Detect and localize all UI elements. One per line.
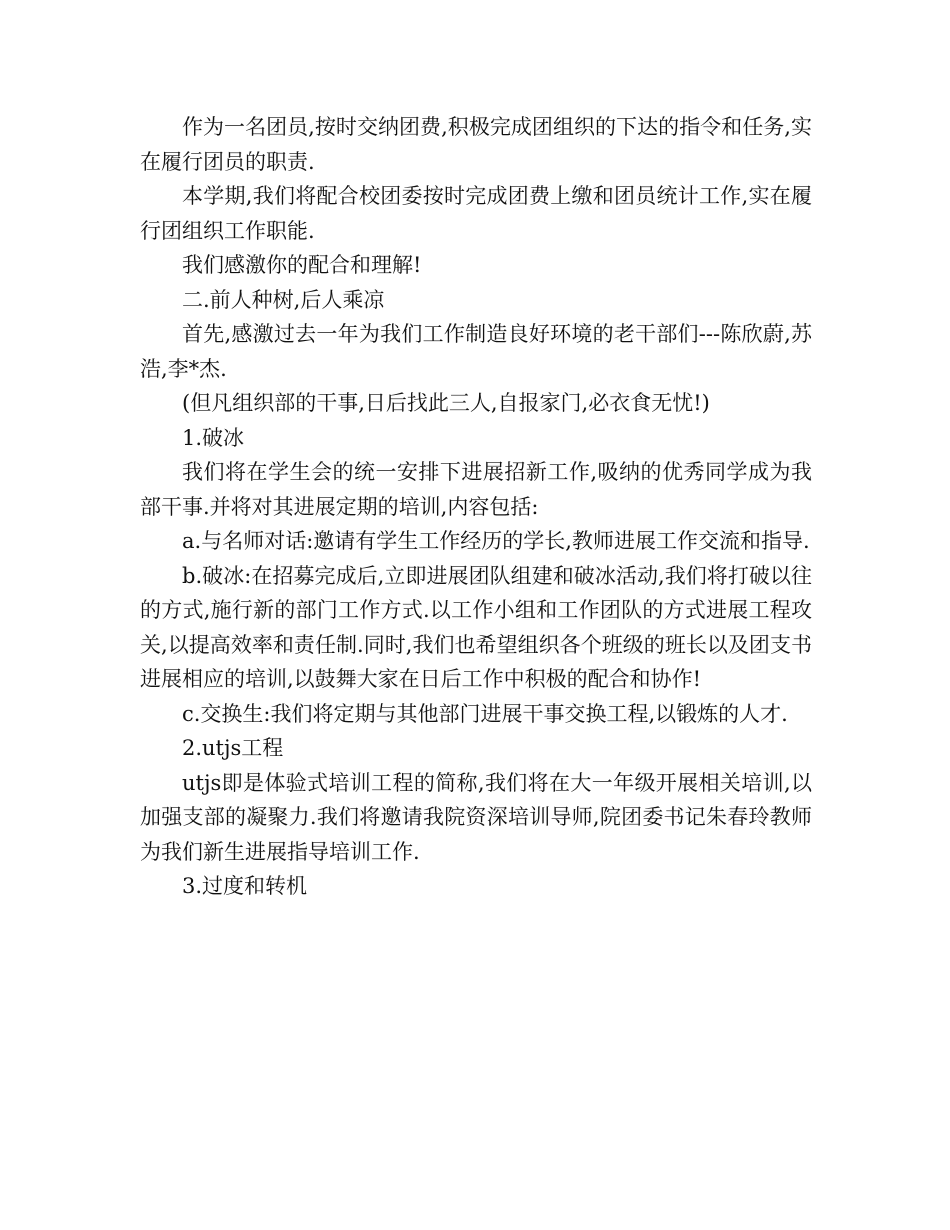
list-item-b: b.破冰:在招募完成后,立即进展团队组建和破冰活动,我们将打破以往的方式,施行新的部门工作方式.以工作小组和工作团队的方式进展工程攻关,以提高效率和责任制.同时,我们也希望组织各个班级的班长以及团支书进展相应的培训,以鼓舞大家在日后工作中积极的配合和协作! bbox=[140, 563, 812, 691]
paragraph-thanks: 首先,感激过去一年为我们工作制造良好环境的老干部们---陈欣蔚,苏浩,李*杰. bbox=[140, 322, 812, 381]
subheading-icebreak: 1.破冰 bbox=[182, 425, 245, 450]
paragraph-utjs: utjs即是体验式培训工程的简称,我们将在大一年级开展相关培训,以加强支部的凝聚力.我们将邀请我院资深培训导师,院团委书记朱春玲教师为我们新生进展指导培训工作. bbox=[140, 770, 812, 864]
paragraph-2: 本学期,我们将配合校团委按时完成团费上缴和团员统计工作,实在履行团组织工作职能. bbox=[140, 184, 812, 243]
subheading-utjs: 2.utjs工程 bbox=[182, 736, 284, 760]
list-item-c: c.交换生:我们将定期与其他部门进展干事交换工程,以锻炼的人才. bbox=[182, 701, 788, 726]
list-item-a: a.与名师对话:邀请有学生工作经历的学长,教师进展工作交流和指导. bbox=[182, 529, 810, 553]
paragraph-recruit: 我们将在学生会的统一安排下进展招新工作,吸纳的优秀同学成为我部干事.并将对其进展定期的培训,内容包括: bbox=[140, 460, 812, 519]
paragraph-1: 作为一名团员,按时交纳团费,积极完成团组织的下达的指令和任务,实在履行团员的职责. bbox=[140, 115, 812, 174]
paragraph-3: 我们感激你的配合和理解! bbox=[182, 253, 422, 277]
section-heading-2: 二.前人种树,后人乘凉 bbox=[182, 287, 385, 312]
subheading-transition: 3.过度和转机 bbox=[182, 874, 308, 898]
paragraph-note: (但凡组织部的干事,日后找此三人,自报家门,必衣食无忧!) bbox=[182, 391, 710, 415]
